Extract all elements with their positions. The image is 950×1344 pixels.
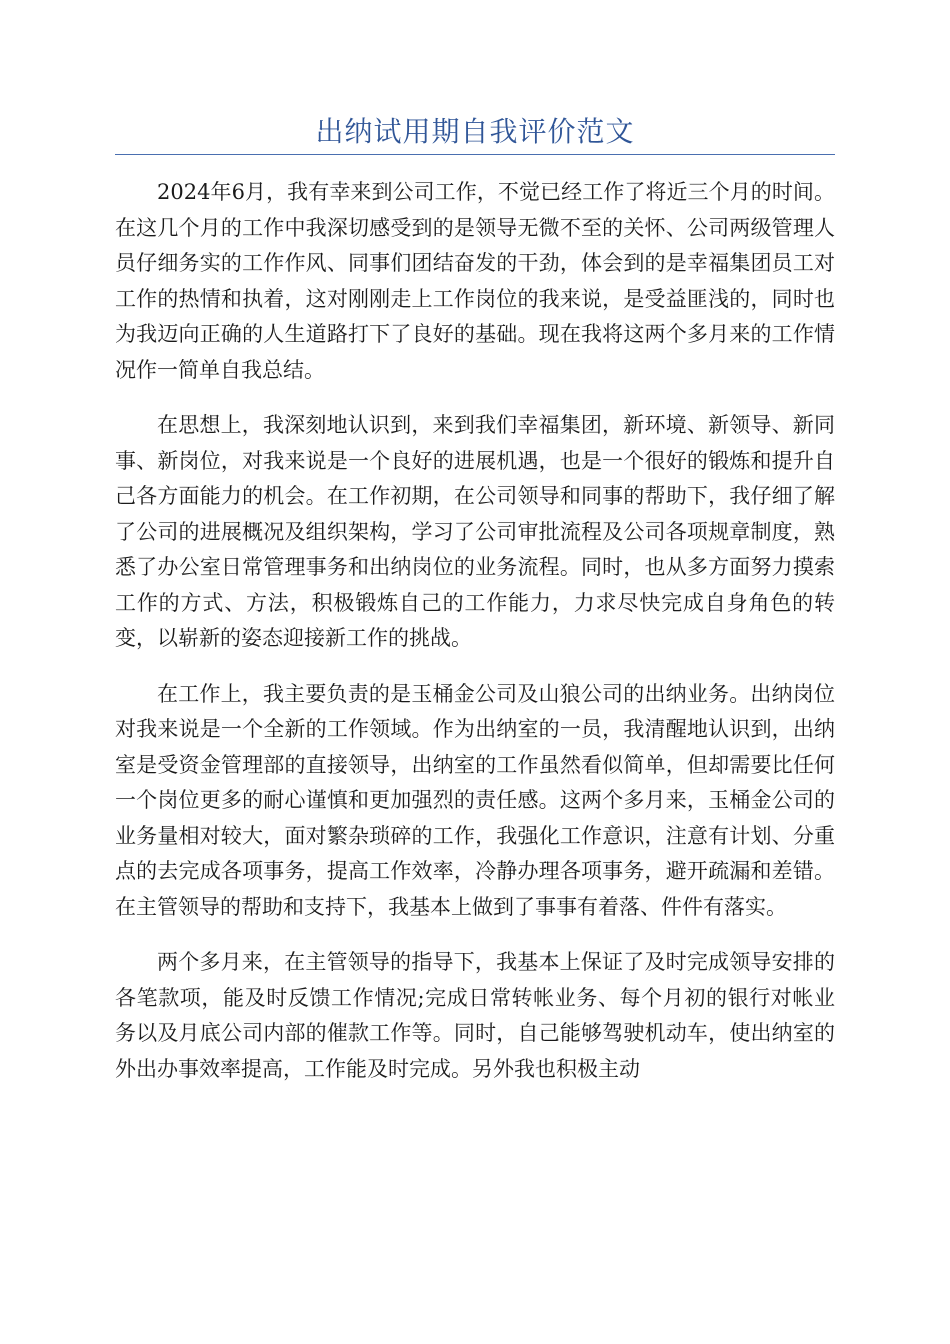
title-underline xyxy=(115,154,835,155)
document-body xyxy=(115,175,835,1107)
paragraph-intro: 2024年6月，我有幸来到公司工作，不觉已经工作了将近三个月的时间。在这几个月的工作中我深切感受到的是领导无微不至的关怀、公司两级管理人员仔细务实的工作作风、同事们团结奋发的干劲，体会到的是幸福集团员工对工作的热情和执着，这对刚刚走上工作岗位的我来说，是受益匪浅的，同时也为我迈向正确的人生道路打下了良好的基础。现在我将这两个多月来的工作情况作一简单自我总结。 xyxy=(115,180,835,382)
paragraph-work: 在工作上，我主要负责的是玉桶金公司及山狼公司的出纳业务。出纳岗位对我来说是一个全新的工作领域。作为出纳室的一员，我清醒地认识到，出纳室是受资金管理部的直接领导，出纳室的工作虽然看似简单，但却需要比任何一个岗位更多的耐心谨慎和更加强烈的责任感。这两个多月来，玉桶金公司的业务量相对较大，面对繁杂琐碎的工作，我强化工作意识，注意有计划、分重点的去完成各项事务，提高工作效率，冷静办理各项事务，避开疏漏和差错。在主管领导的帮助和支持下，我基本上做到了事事有着落、件件有落实。 xyxy=(115,681,835,919)
paragraph-achievements: 两个多月来，在主管领导的指导下，我基本上保证了及时完成领导安排的各笔款项，能及时反馈工作情况;完成日常转帐业务、每个月初的银行对帐业务以及月底公司内部的催款工作等。同时，自己能够驾驶机动车，使出纳室的外出办事效率提高，工作能及时完成。另外我也积极主动 xyxy=(115,950,835,1081)
document-title: 出纳试用期自我评价范文 xyxy=(315,115,635,148)
paragraph-thinking: 在思想上，我深刻地认识到，来到我们幸福集团，新环境、新领导、新同事、新岗位，对我来说是一个良好的进展机遇，也是一个很好的锻炼和提升自己各方面能力的机会。在工作初期，在公司领导和同事的帮助下，我仔细了解了公司的进展概况及组织架构，学习了公司审批流程及公司各项规章制度，熟悉了办公室日常管理事务和出纳岗位的业务流程。同时，也从多方面努力摸索工作的方式、方法，积极锻炼自己的工作能力，力求尽快完成自身角色的转变，以崭新的姿态迎接新工作的挑战。 xyxy=(115,413,835,650)
